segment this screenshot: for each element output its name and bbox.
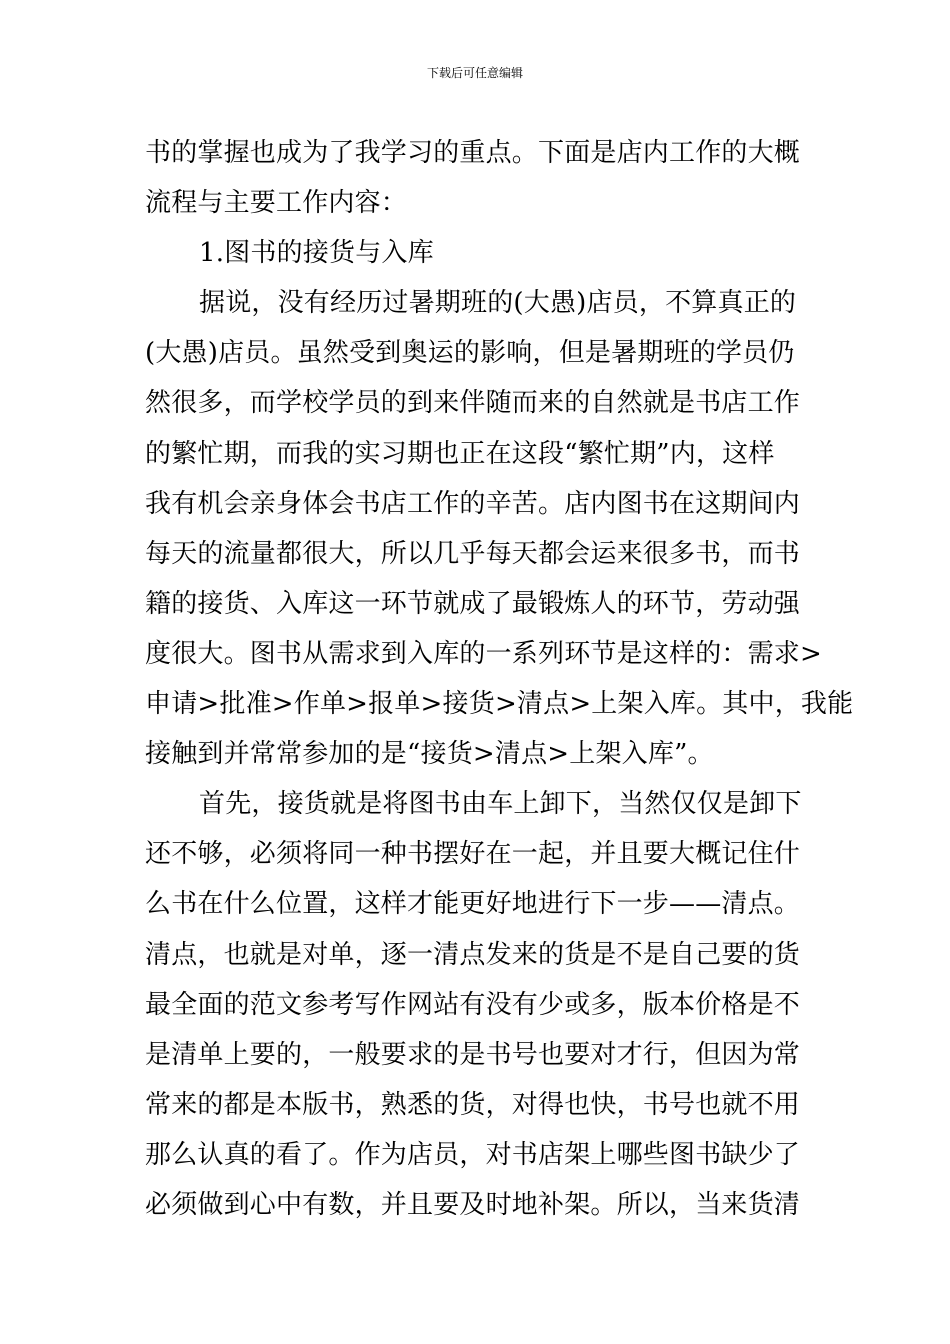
text-line: 最全面的范文参考写作网站有没有少或多，版本价格是不 xyxy=(145,989,801,1020)
section-heading: 1.图书的接货与入库 xyxy=(199,238,434,269)
paragraph-start-line: 首先，接货就是将图书由车上卸下，当然仅仅是卸下 xyxy=(199,789,802,820)
text-line: 然很多，而学校学员的到来伴随而来的自然就是书店工作 xyxy=(145,388,801,419)
text-line: 我有机会亲身体会书店工作的辛苦。店内图书在这期间内 xyxy=(145,488,801,519)
paragraph-start-line: 据说，没有经历过暑期班的(大愚)店员，不算真正的 xyxy=(199,288,797,319)
text-line: 申请>批准>作单>报单>接货>清点>上架入库。其中，我能 xyxy=(145,689,854,720)
text-line: 的繁忙期，而我的实习期也正在这段“繁忙期”内，这样 xyxy=(145,438,775,469)
text-line: 度很大。图书从需求到入库的一系列环节是这样的：需求> xyxy=(145,638,822,669)
text-line: 每天的流量都很大，所以几乎每天都会运来很多书，而书 xyxy=(145,538,801,569)
text-line: 清点，也就是对单，逐一清点发来的货是不是自己要的货 xyxy=(145,939,801,970)
text-line: 还不够，必须将同一种书摆好在一起，并且要大概记住什 xyxy=(145,839,801,870)
text-line: 那么认真的看了。作为店员，对书店架上哪些图书缺少了 xyxy=(145,1139,801,1170)
page-header: 下载后可任意编辑 xyxy=(426,66,523,80)
text-line: 书的掌握也成为了我学习的重点。下面是店内工作的大概 xyxy=(145,138,801,168)
text-line: 必须做到心中有数，并且要及时地补架。所以，当来货清 xyxy=(145,1189,801,1220)
text-line: 流程与主要工作内容： xyxy=(145,188,408,219)
text-line: 么书在什么位置，这样才能更好地进行下一步——清点。 xyxy=(145,889,801,920)
text-line: 是清单上要的，一般要求的是书号也要对才行，但因为常 xyxy=(145,1039,801,1070)
text-line: 籍的接货、入库这一环节就成了最锻炼人的环节，劳动强 xyxy=(145,588,801,619)
text-line: 接触到并常常参加的是“接货>清点>上架入库”。 xyxy=(145,739,714,770)
text-line: (大愚)店员。虽然受到奥运的影响，但是暑期班的学员仍 xyxy=(145,338,795,369)
text-line: 常来的都是本版书，熟悉的货，对得也快，书号也就不用 xyxy=(145,1089,801,1120)
document-body xyxy=(145,128,854,1230)
